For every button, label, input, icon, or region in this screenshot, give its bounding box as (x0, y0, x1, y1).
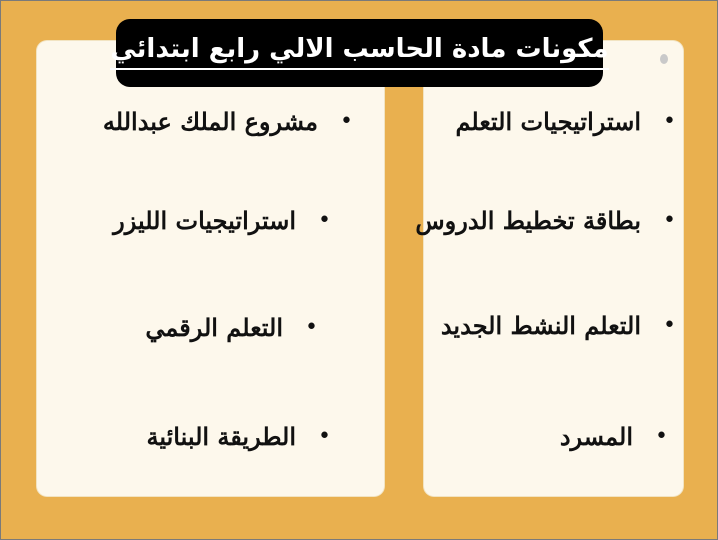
list-item-label: التعلم النشط الجديد (440, 311, 642, 340)
list-item-right-2 (415, 206, 676, 235)
list-item-label: استراتيجيات الليزر (113, 206, 297, 235)
list-item-left-1 (102, 107, 353, 136)
bullet-icon: • (663, 109, 676, 134)
list-item-right-3 (440, 311, 676, 340)
decorative-dot (660, 54, 668, 64)
list-item-label: مشروع الملك عبدالله (102, 107, 319, 136)
bullet-icon: • (663, 208, 676, 233)
bullet-icon: • (340, 109, 353, 134)
list-item-left-4 (146, 422, 331, 451)
list-item-right-4 (559, 422, 668, 451)
bullet-icon: • (318, 208, 331, 233)
page-title: مكونات مادة الحاسب الالي رابع ابتدائي (110, 36, 608, 70)
list-item-label: استراتيجيات التعلم (455, 107, 642, 136)
list-item-label: التعلم الرقمي (145, 313, 284, 342)
list-item-left-2 (113, 206, 331, 235)
title-banner (110, 19, 609, 87)
list-item-label: المسرد (559, 422, 634, 451)
list-item-label: بطاقة تخطيط الدروس (415, 206, 642, 235)
list-item-label: الطريقة البنائية (146, 422, 297, 451)
bullet-icon: • (318, 424, 331, 449)
list-item-left-3 (145, 313, 318, 342)
bullet-icon: • (655, 424, 668, 449)
list-item-right-1 (455, 107, 676, 136)
bullet-icon: • (305, 315, 318, 340)
bullet-icon: • (663, 313, 676, 338)
